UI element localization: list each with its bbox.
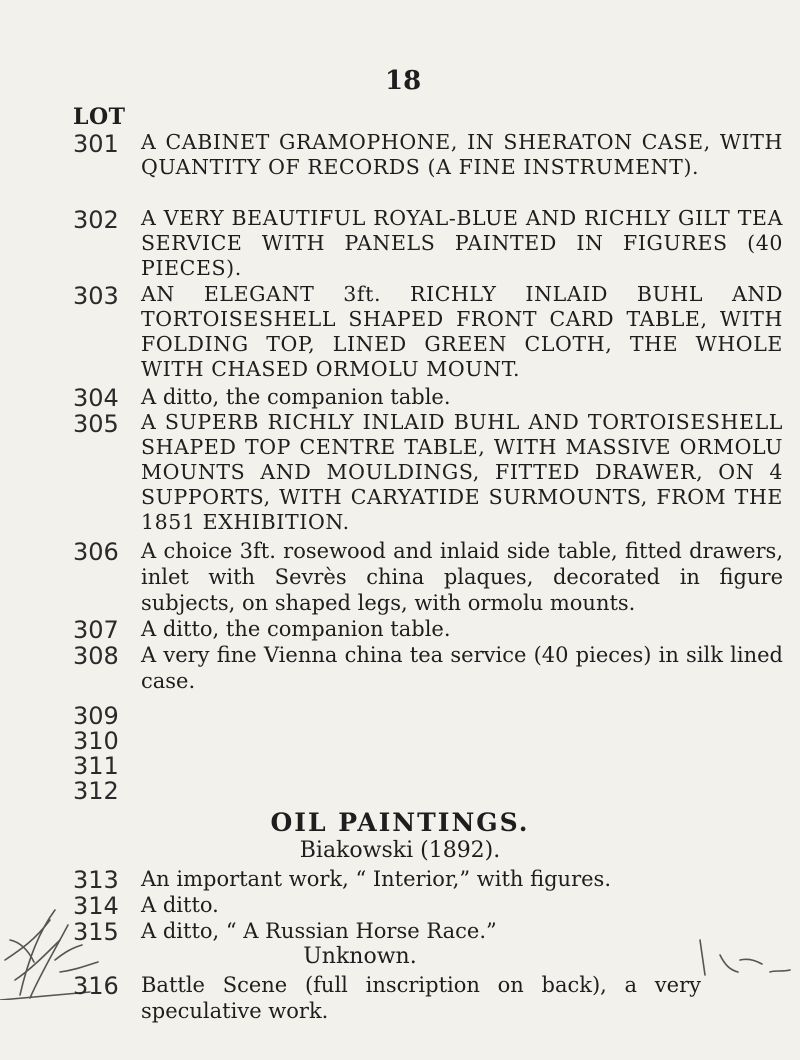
artist-heading: Biakowski (1892). [299,838,501,863]
lot-description: A choice 3ft. rosewood and inlaid side table, fitted drawers, inlet with Sevrès china plaques, decorated in figure subjects, on shaped legs, with ormolu mounts. [141,539,783,615]
lot-description: Battle Scene (full inscription on back), a very speculative work. [141,973,701,1023]
lot-number: 302 [73,206,119,234]
lot-number: 313 [73,866,119,894]
lot-description: A ditto, the companion table. [141,385,451,409]
section-title: OIL PAINTINGS. [270,808,530,837]
lot-number: 303 [73,282,119,310]
lot-number: 316 [73,972,119,1000]
lot-number: 312 [73,777,119,805]
lot-description: A ditto, the companion table. [141,617,451,641]
artist-heading: Unknown. [303,944,417,969]
lot-description: A CABINET GRAMOPHONE, IN SHERATON CASE, WITH QUANTITY OF RECORDS (A FINE INSTRUMENT). [141,130,783,179]
lot-column-header: LOT [73,104,126,130]
lot-number: 307 [73,616,119,644]
lot-number: 308 [73,642,119,670]
lot-description: An important work, “ Interior,” with figures. [141,867,611,891]
lot-number: 310 [73,727,119,755]
lot-description: A SUPERB RICHLY INLAID BUHL AND TORTOISESHELL SHAPED TOP CENTRE TABLE, WITH MASSIVE ORMOLU MOUNTS AND MOULDINGS, FITTED DRAWER, ON 4 SUPPORTS, WITH CARYATIDE SURMOUNTS, FROM THE 1851 EXHIBITION. [141,410,783,534]
lot-number: 306 [73,538,119,566]
lot-number: 314 [73,892,119,920]
lot-description: AN ELEGANT 3ft. RICHLY INLAID BUHL AND TORTOISESHELL SHAPED FRONT CARD TABLE, WITH FOLDING TOP, LINED GREEN CLOTH, THE WHOLE WITH CHASED ORMOLU MOUNT. [141,282,783,381]
lot-description: A ditto. [141,893,219,917]
lot-number: 304 [73,384,119,412]
lot-description: A ditto, “ A Russian Horse Race.” [141,919,497,943]
lot-number: 315 [73,918,119,946]
lot-number: 301 [73,130,119,158]
lot-number: 311 [73,752,119,780]
lot-description: A VERY BEAUTIFUL ROYAL-BLUE AND RICHLY GILT TEA SERVICE WITH PANELS PAINTED IN FIGURES (40 PIECES). [141,206,783,280]
lot-number: 305 [73,410,119,438]
page-number: 18 [385,66,422,96]
lot-description: A very fine Vienna china tea service (40 pieces) in silk lined case. [141,643,783,693]
lot-number: 309 [73,702,119,730]
